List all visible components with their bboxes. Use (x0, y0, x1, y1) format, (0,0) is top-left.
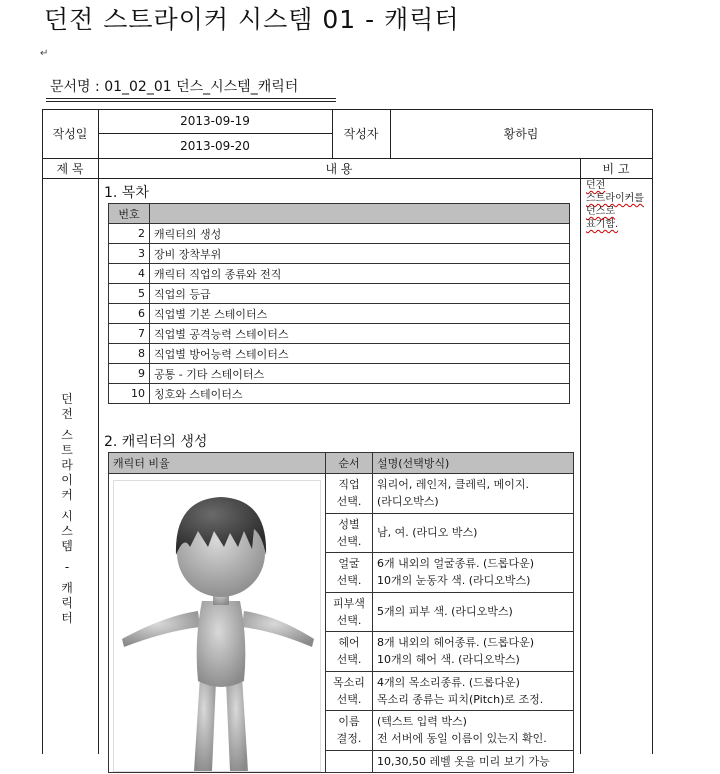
subject-vertical-text: 던 전 스 트 라 이 커 시 스 템 - 캐 릭 터 (61, 392, 73, 625)
toc-header-num: 번호 (109, 204, 150, 224)
table-border (652, 109, 653, 754)
table-border (42, 178, 652, 179)
table-of-contents (108, 203, 570, 404)
table-row: 4 캐릭터 직업의 종류와 전직 (109, 264, 570, 284)
doc-name-underline (46, 101, 336, 102)
table-row: 피부색 선택. 5개의 피부 색. (라디오박스) (109, 592, 574, 632)
header-description: 설명(선택방식) (373, 453, 574, 474)
header-step: 순서 (326, 453, 373, 474)
table-row: 3 장비 장착부위 (109, 244, 570, 264)
table-border (580, 158, 581, 754)
author-label: 작성자 (343, 127, 379, 141)
table-row: 헤어 선택. 8개 내외의 헤어종류. (드롭다운) 10개의 헤어 색. (라디오박스) (109, 632, 574, 672)
table-row: 성별 선택. 남, 여. (라디오 박스) (109, 513, 574, 553)
table-row: 7 직업별 공격능력 스테이터스 (109, 324, 570, 344)
table-row: 10 칭호와 스테이터스 (109, 384, 570, 404)
section-1-heading: 1. 목차 (104, 185, 149, 201)
doc-name-underline (46, 98, 336, 99)
date-end: 2013-09-20 (180, 139, 250, 153)
table-border (42, 109, 43, 754)
creation-header-row (109, 453, 574, 474)
date-start: 2013-09-19 (180, 114, 250, 128)
character-model-image (113, 480, 321, 772)
table-row: 2 캐릭터의 생성 (109, 224, 570, 244)
remark-note: 던전 스트라이커를 던스로 표기함. (586, 180, 644, 230)
table-row: 10,30,50 레벨 옷을 미리 보기 가능 (109, 750, 574, 772)
remark-column-header: 비 고 (602, 161, 630, 176)
table-row: 이름 결정. (텍스트 입력 박스) 전 서버에 동일 이름이 있는지 확인. (109, 711, 574, 751)
table-border (98, 109, 99, 754)
header-character-ratio: 캐릭터 비율 (109, 453, 326, 474)
toc-header-title (150, 204, 570, 224)
author-name: 황하림 (503, 127, 539, 141)
table-row: 직업 선택. 워리어, 레인저, 클레릭, 메이지. (라디오박스) (109, 474, 574, 514)
character-creation-table (108, 452, 574, 773)
table-row: 5 직업의 등급 (109, 284, 570, 304)
toc-header-row (109, 204, 570, 224)
section-2-heading: 2. 캐릭터의 생성 (104, 434, 208, 450)
table-row: 목소리 선택. 4개의 목소리종류. (드롭다운) 목소리 종류는 피치(Pitch)로 조정. (109, 671, 574, 711)
content-column-header: 내 용 (325, 161, 353, 176)
table-row: 8 직업별 방어능력 스테이터스 (109, 344, 570, 364)
character-figure-cell (109, 474, 326, 773)
document-name: 문서명 : 01_02_01 던스_시스템_캐릭터 (50, 79, 299, 95)
paragraph-mark: ↵ (40, 48, 49, 59)
table-row: 얼굴 선택. 6개 내외의 얼굴종류. (드롭다운) 10개의 눈동자 색. (라디오박스) (109, 553, 574, 593)
document-title: 던전 스트라이커 시스템 01 - 캐릭터 (44, 5, 460, 34)
subject-column-header: 제 목 (56, 161, 84, 176)
table-row: 6 직업별 기본 스테이터스 (109, 304, 570, 324)
table-row: 9 공통 - 기타 스테이터스 (109, 364, 570, 384)
written-date-label: 작성일 (52, 127, 88, 141)
